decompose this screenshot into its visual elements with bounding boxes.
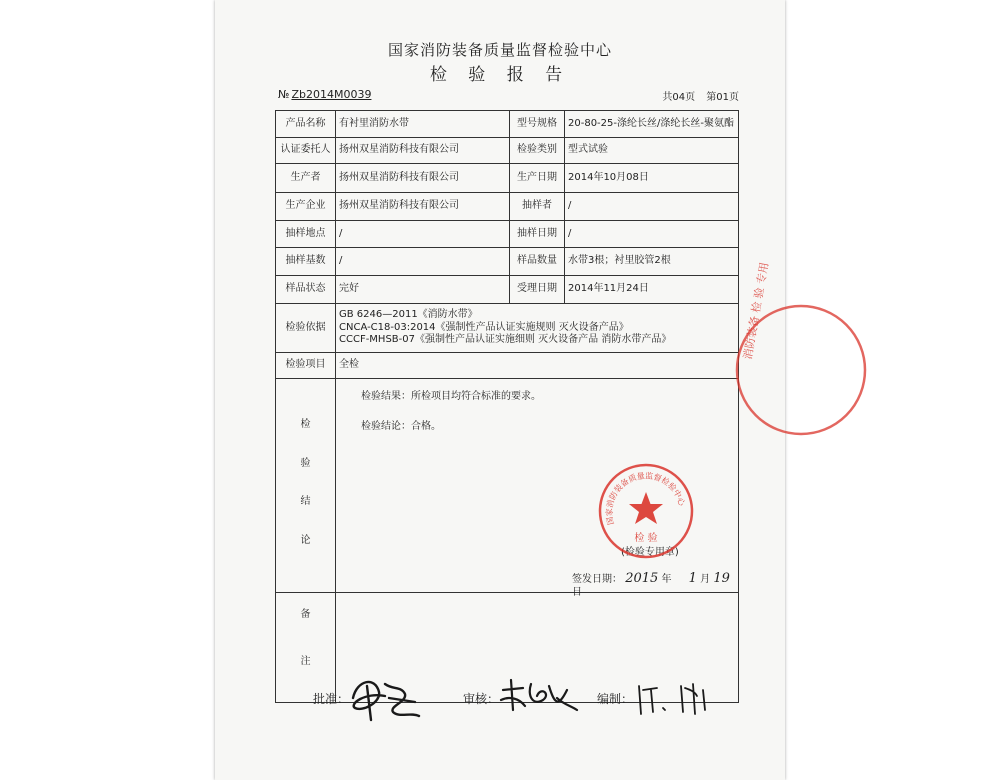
label-model: 型号规格: [510, 111, 565, 138]
basis-line: GB 6246—2011《消防水带》: [339, 309, 478, 321]
value-manufacturer: 扬州双星消防科技有限公司: [336, 193, 510, 221]
issue-date: [572, 571, 738, 600]
table-row: [276, 276, 739, 304]
value-sampler: /: [565, 193, 739, 221]
compile-label: 编制：: [597, 692, 634, 706]
seal-note: (检验专用章): [621, 547, 679, 558]
label-client: 认证委托人: [276, 138, 336, 164]
approve-label: 批准：: [313, 692, 350, 706]
edge-seal: [733, 261, 785, 450]
value-client: 扬州双星消防科技有限公司: [336, 138, 510, 164]
basis-line: CNCA-C18-03:2014《强制性产品认证实施规则 灭火设备产品》: [339, 321, 629, 333]
issue-date-label: 签发日期：: [572, 574, 622, 585]
conclusion-label-char: 论: [300, 534, 311, 546]
value-sampling-date: /: [565, 221, 739, 248]
report-number-prefix: №: [278, 88, 290, 101]
issue-day-unit: 日: [572, 587, 582, 599]
value-producer: 扬州双星消防科技有限公司: [336, 164, 510, 193]
label-sample-quantity: 样品数量: [510, 248, 565, 276]
table-row: [276, 304, 739, 353]
value-sample-state: 完好: [336, 276, 510, 304]
seal-arc-text: 国家消防装备质量监督检验中心: [604, 471, 687, 526]
table-row: [276, 353, 739, 379]
issue-month-unit: 月: [700, 574, 711, 585]
value-items: 全检: [336, 353, 739, 379]
conclusion-label-char: 结: [300, 496, 311, 507]
label-remarks: [276, 593, 336, 703]
label-sampler: 抽样者: [510, 193, 565, 221]
value-basis: [336, 304, 739, 353]
label-product-name: 产品名称: [276, 111, 336, 138]
report-page: [215, 0, 785, 780]
label-sampling-date: 抽样日期: [510, 221, 565, 248]
page-current: 第01页: [706, 92, 739, 103]
value-sampling-place: /: [336, 221, 510, 248]
edge-seal-text: 消防装备 检 验 专用: [741, 261, 772, 361]
issue-day: 19: [713, 571, 730, 586]
page-count: [662, 88, 739, 103]
report-number-value: Zb2014M0039: [291, 88, 372, 101]
value-model: 20-80-25-涤纶长丝/涤纶长丝-聚氨酯: [565, 111, 739, 138]
table-row: [276, 248, 739, 276]
label-test-category: 检验类别: [510, 138, 565, 164]
review-signature-icon: [497, 676, 581, 716]
label-receive-date: 受理日期: [510, 276, 565, 304]
seal-subtext: 检 验: [634, 533, 658, 544]
remarks-label-char: 备: [300, 609, 311, 620]
value-product-name: 有衬里消防水带: [336, 111, 510, 138]
pages-total: 共04页: [662, 92, 696, 103]
approve-signature-icon: [345, 668, 425, 728]
value-sample-quantity: 水带3根；衬里胶管2根: [565, 248, 739, 276]
basis-line: CCCF-MHSB-07《强制性产品认证实施细则 灭火设备产品 消防水带产品》: [339, 334, 672, 346]
label-producer: 生产者: [276, 164, 336, 193]
review-label: 审核：: [463, 692, 500, 706]
issue-year: 2015: [625, 571, 659, 586]
test-result: 检验结果：所检项目均符合标准的要求。: [361, 391, 541, 402]
report-title: 检 验 报 告: [429, 65, 571, 85]
value-sampling-base: /: [336, 248, 510, 276]
label-conclusion: [276, 379, 336, 593]
label-manufacturer: 生产企业: [276, 193, 336, 221]
label-sampling-base: 抽样基数: [276, 248, 336, 276]
report-number: [278, 88, 371, 101]
conclusion-label-char: 检: [300, 419, 311, 430]
inspection-seal: [597, 462, 695, 560]
value-receive-date: 2014年11月24日: [565, 276, 739, 304]
conclusion-label-char: 验: [300, 457, 311, 469]
report-table: [275, 110, 739, 703]
value-production-date: 2014年10月08日: [565, 164, 739, 193]
issue-year-unit: 年: [661, 574, 672, 585]
label-production-date: 生产日期: [510, 164, 565, 193]
label-sample-state: 样品状态: [276, 276, 336, 304]
issue-month: 1: [688, 571, 697, 586]
label-sampling-place: 抽样地点: [276, 221, 336, 248]
label-items: 检验项目: [276, 353, 336, 379]
compile-signature-icon: [633, 680, 713, 720]
test-verdict: 检验结论：合格。: [361, 421, 441, 432]
value-test-category: 型式试验: [565, 138, 739, 164]
remarks-label-char: 注: [300, 655, 311, 667]
table-row: [276, 164, 739, 193]
table-row: [276, 193, 739, 221]
table-row: [276, 111, 739, 138]
organization-name: 国家消防装备质量监督检验中心: [387, 41, 612, 59]
table-row: [276, 138, 739, 164]
table-row: [276, 221, 739, 248]
label-basis: 检验依据: [276, 304, 336, 353]
